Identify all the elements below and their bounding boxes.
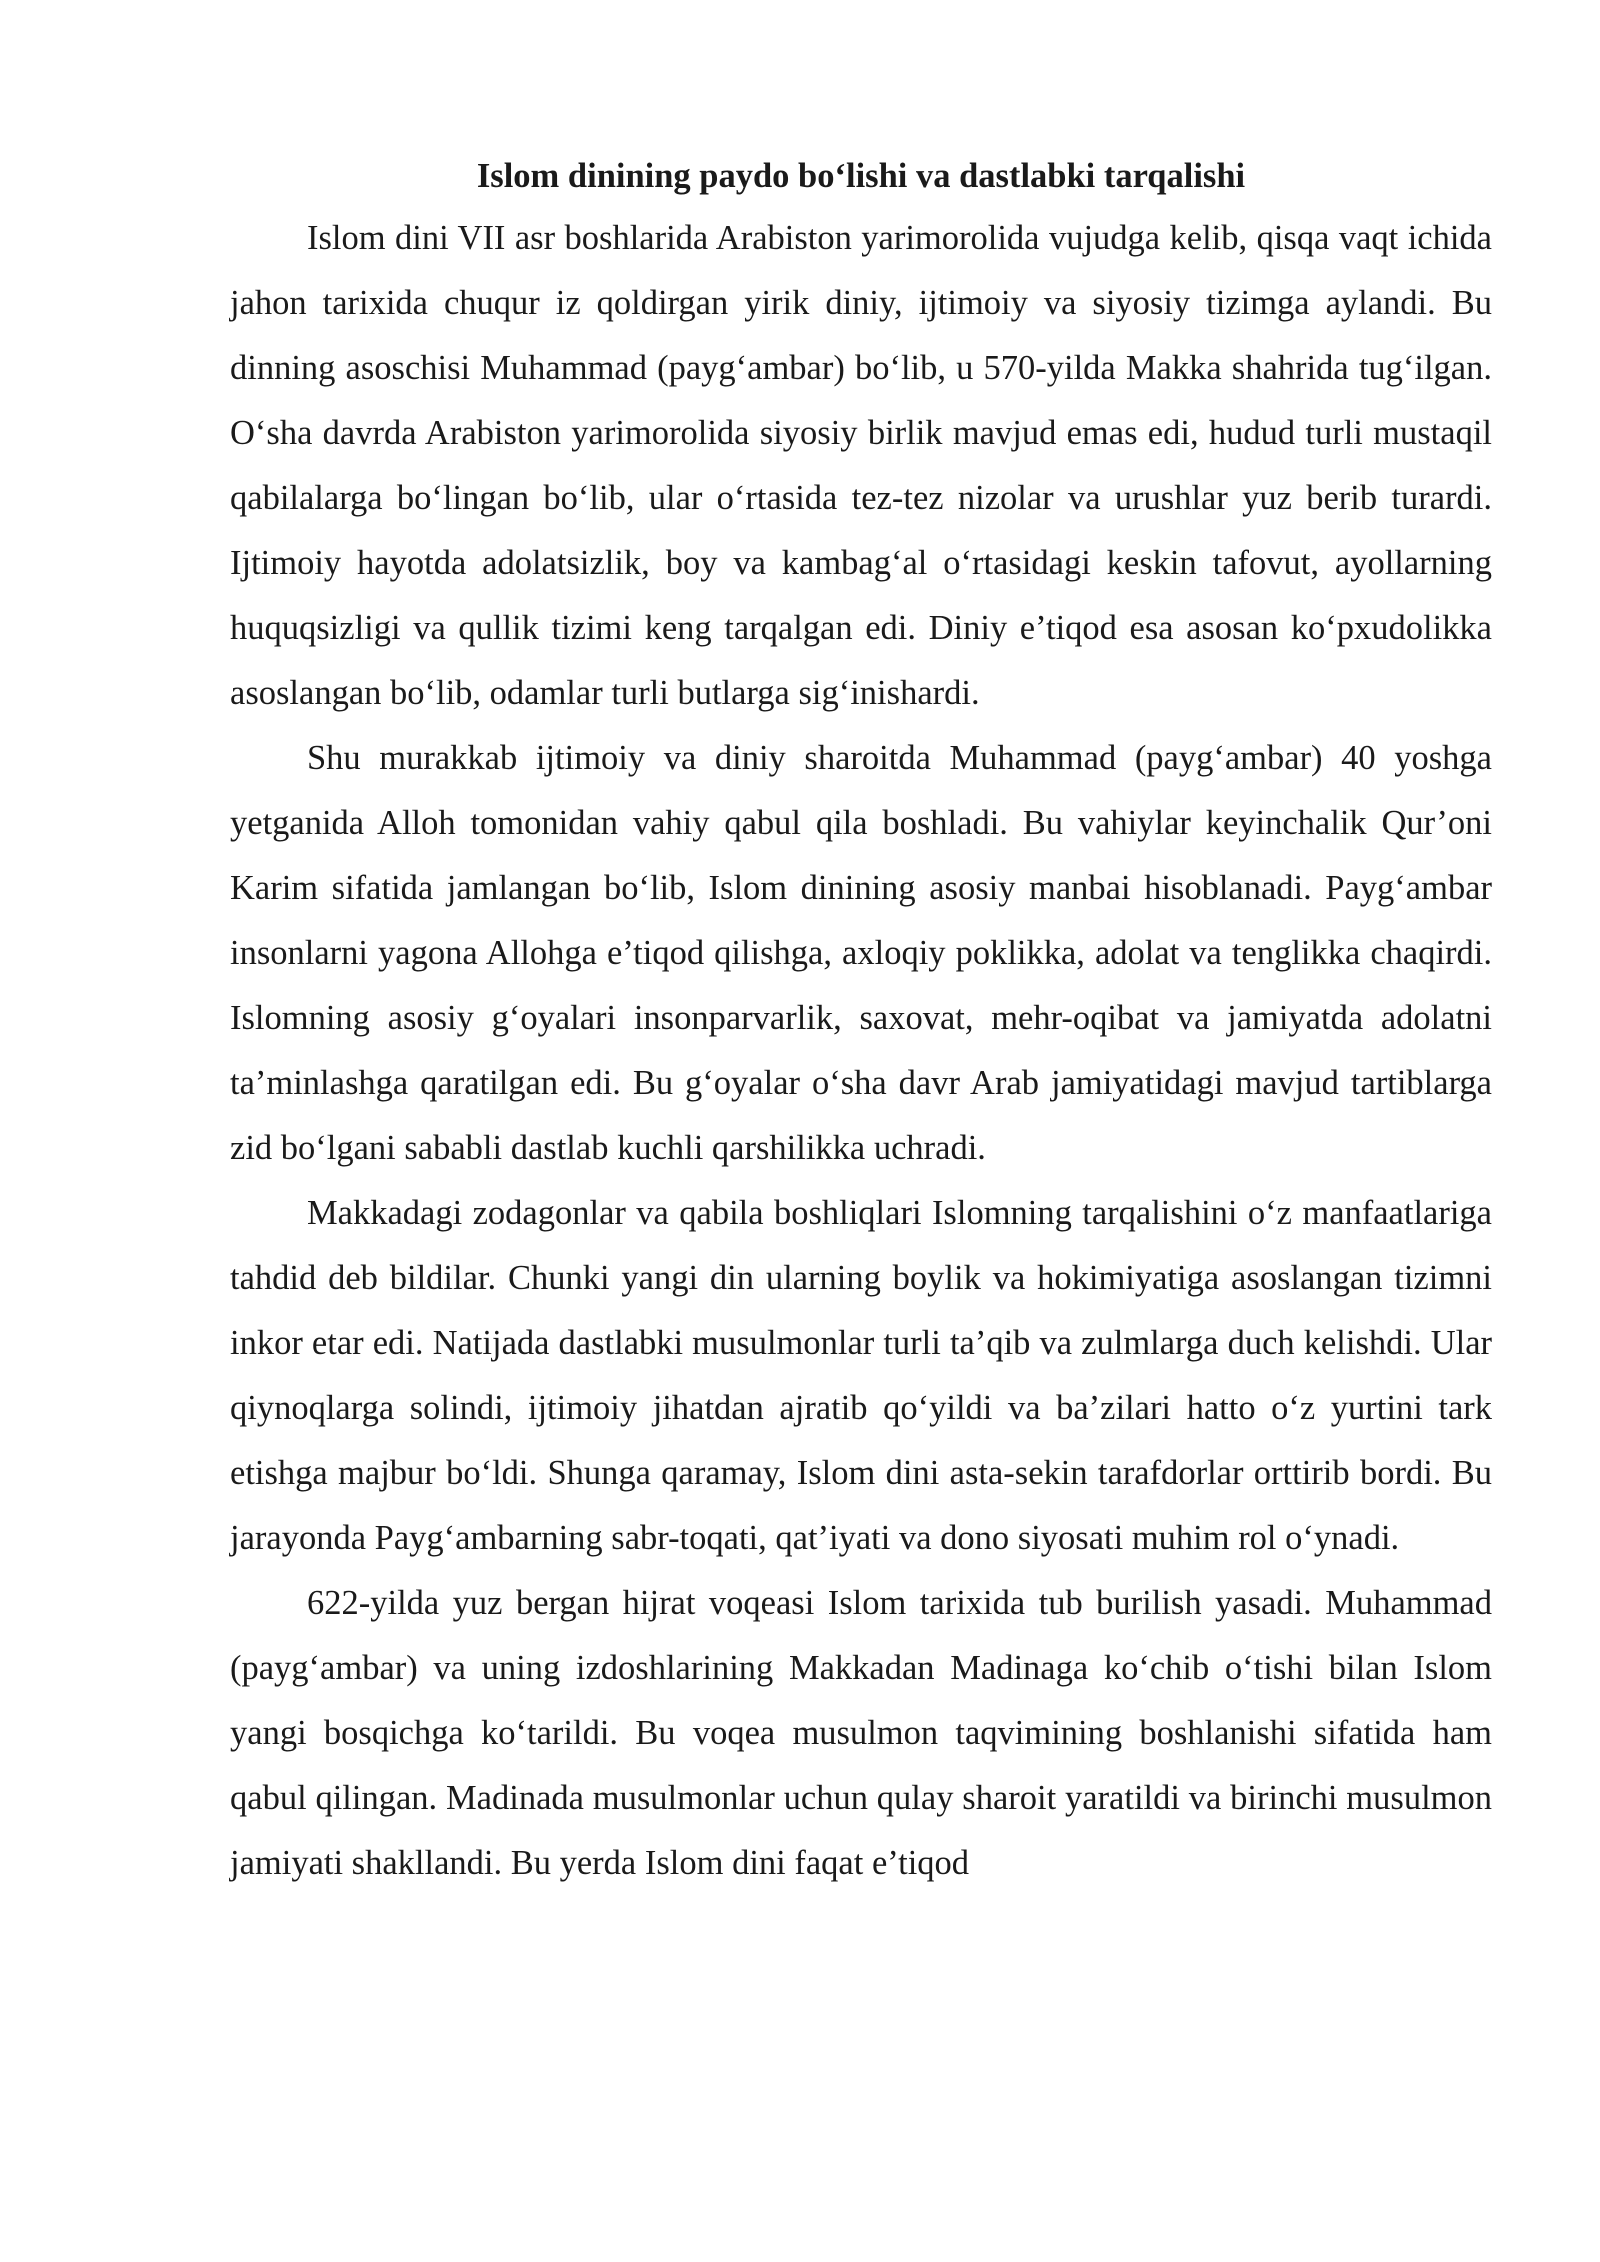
paragraph-2: Shu murakkab ijtimoiy va diniy sharoitda Muhammad (payg‘ambar) 40 yoshga yetganida Alloh tomonidan vahiy qabul qila boshladi. Bu vahiylar keyinchalik Qur’oni Karim sifatida jamlangan bo‘lib, Islom dinining asosiy manbai hisoblanadi. Payg‘ambar insonlarni yagona Allohga e’tiqod qilishga, axloqiy poklikka, adolat va tenglikka chaqirdi. Islomning asosiy g‘oyalari insonparvarlik, saxovat, mehr-oqibat va jamiyatda adolatni ta’minlashga qaratilgan edi. Bu g‘oyalar o‘sha davr Arab jamiyatidagi mavjud tartiblarga zid bo‘lgani sababli dastlab kuchli qarshilikka uchradi. xyxy=(230,739,1492,1167)
paragraph-3: Makkadagi zodagonlar va qabila boshliqlari Islomning tarqalishini o‘z manfaatlariga tahdid deb bildilar. Chunki yangi din ularning boylik va hokimiyatiga asoslangan tizimni inkor etar edi. Natijada dastlabki musulmonlar turli ta’qib va zulmlarga duch kelishdi. Ular qiynoqlarga solindi, ijtimoiy jihatdan ajratib qo‘yildi va ba’zilari hatto o‘z yurtini tark etishga majbur bo‘ldi. Shunga qaramay, Islom dini asta-sekin tarafdorlar orttirib bordi. Bu jarayonda Payg‘ambarning sabr-toqati, qat’iyati va dono siyosati muhim rol o‘ynadi. xyxy=(230,1194,1492,1557)
document-body xyxy=(230,146,1492,1896)
document-title: Islom dinining paydo bo‘lishi va dastlabki tarqalishi xyxy=(476,157,1246,195)
paragraph-4: 622-yilda yuz bergan hijrat voqeasi Islom tarixida tub burilish yasadi. Muhammad (payg‘ambar) va uning izdoshlarining Makkadan Madinaga ko‘chib o‘tishi bilan Islom yangi bosqichga ko‘tarildi. Bu voqea musulmon taqvimining boshlanishi sifatida ham qabul qilingan. Madinada musulmonlar uchun qulay sharoit yaratildi va birinchi musulmon jamiyati shakllandi. Bu yerda Islom dini faqat e’tiqod xyxy=(230,1584,1492,1882)
paragraph-1: Islom dini VII asr boshlarida Arabiston yarimorolida vujudga kelib, qisqa vaqt ichida jahon tarixida chuqur iz qoldirgan yirik diniy, ijtimoiy va siyosiy tizimga aylandi. Bu dinning asoschisi Muhammad (payg‘ambar) bo‘lib, u 570-yilda Makka shahrida tug‘ilgan. O‘sha davrda Arabiston yarimorolida siyosiy birlik mavjud emas edi, hudud turli mustaqil qabilalarga bo‘lingan bo‘lib, ular o‘rtasida tez-tez nizolar va urushlar yuz berib turardi. Ijtimoiy hayotda adolatsizlik, boy va kambag‘al o‘rtasidagi keskin tafovut, ayollarning huquqsizligi va qullik tizimi keng tarqalgan edi. Diniy e’tiqod esa asosan ko‘pxudolikka asoslangan bo‘lib, odamlar turli butlarga sig‘inishardi. xyxy=(230,219,1492,712)
